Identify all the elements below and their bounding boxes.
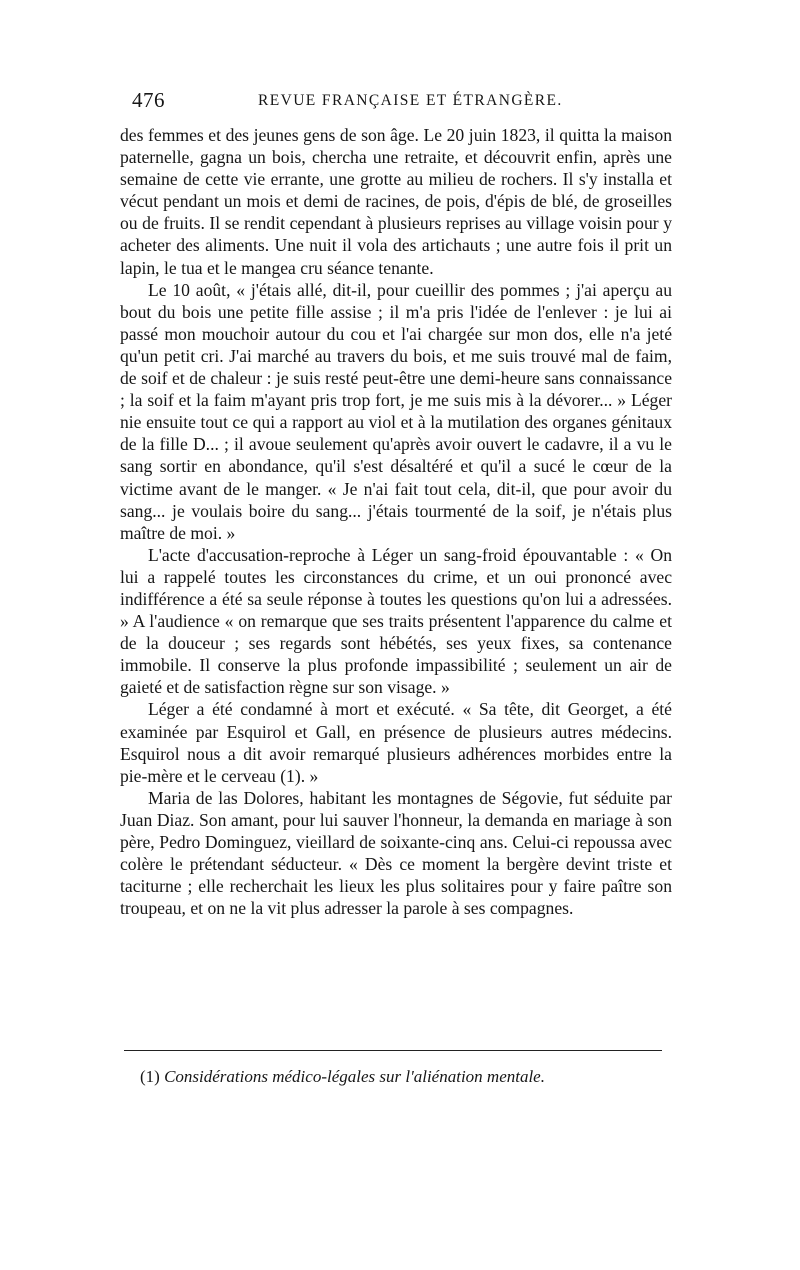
footnote — [140, 1066, 672, 1088]
paragraph-3: L'acte d'accusation-reproche à Léger un sang-froid épouvantable : « On lui a rappelé toutes les circonstances du crime, et un oui prononcé avec indifférence a été sa seule réponse à toutes les questions qu'on lui a adressées. » A l'audience « on remarque que ses traits présentent l'apparence du calme et de la douceur ; ses regards sont hébétés, ses yeux fixes, sa contenance immobile. Il conserve la plus profonde impassibilité ; seulement un air de gaieté et de satisfaction règne sur son visage. » — [120, 544, 672, 698]
footnote-divider — [124, 1050, 662, 1051]
paragraph-2: Le 10 août, « j'étais allé, dit-il, pour cueillir des pommes ; j'ai aperçu au bout du bois une petite fille assise ; il m'a pris l'idée de l'enlever : je lui ai passé mon mouchoir autour du cou et l'ai chargée sur mon dos, elle n'a jeté qu'un petit cri. J'ai marché au travers du bois, et me suis trouvé mal de faim, de soif et de chaleur : je suis resté peut-être une demi-heure sans connaissance ; la soif et la faim m'ayant pris trop fort, je me suis mis à la dévorer... » Léger nie ensuite tout ce qui a rapport au viol et à la mutilation des organes génitaux de la fille D... ; il avoue seulement qu'après avoir ouvert le cadavre, il a vu le sang sortir en abondance, qu'il s'est désaltéré et qu'il a sucé le cœur de la victime avant de le manger. « Je n'ai fait tout cela, dit-il, que pour avoir du sang... je voulais boire du sang... j'étais tourmenté de la soif, je n'étais plus maître de moi. » — [120, 279, 672, 543]
page-header — [120, 88, 672, 118]
body-text — [120, 124, 672, 919]
paragraph-4: Léger a été condamné à mort et exécuté. « Sa tête, dit Georget, a été examinée par Esquirol et Gall, en présence de plusieurs autres médecins. Esquirol nous a dit avoir remarqué plusieurs adhérences morbides entre la pie-mère et le cerveau (1). » — [120, 699, 672, 786]
running-title: REVUE FRANÇAISE ET ÉTRANGÈRE. — [258, 92, 563, 109]
paragraph-1: des femmes et des jeunes gens de son âge. Le 20 juin 1823, il quitta la maison paternelle, gagna un bois, chercha une retraite, et découvrit enfin, après une semaine de cette vie errante, une grotte au milieu de rochers. Il s'y installa et vécut pendant un mois et demi de racines, de pois, d'épis de blé, de groseilles ou de fruits. Il se rendit cependant à plusieurs reprises au village voisin pour y acheter des aliments. Une nuit il vola des artichauts ; une autre fois il prit un lapin, le tua et le mangea cru séance tenante. — [120, 125, 672, 278]
footnote-marker: (1) — [140, 1067, 160, 1086]
page-number: 476 — [132, 88, 165, 112]
paragraph-5: Maria de las Dolores, habitant les montagnes de Ségovie, fut séduite par Juan Diaz. Son amant, pour lui sauver l'honneur, la demanda en mariage à son père, Pedro Dominguez, vieillard de soixante-cinq ans. Celui-ci repoussa avec colère le prétendant séducteur. « Dès ce moment la bergère devint triste et taciturne ; elle recherchait les lieux les plus solitaires pour y faire paître son troupeau, et on ne la vit plus adresser la parole à ses compagnes. — [120, 787, 672, 919]
footnote-text: Considérations médico-légales sur l'aliénation mentale. — [164, 1067, 545, 1086]
